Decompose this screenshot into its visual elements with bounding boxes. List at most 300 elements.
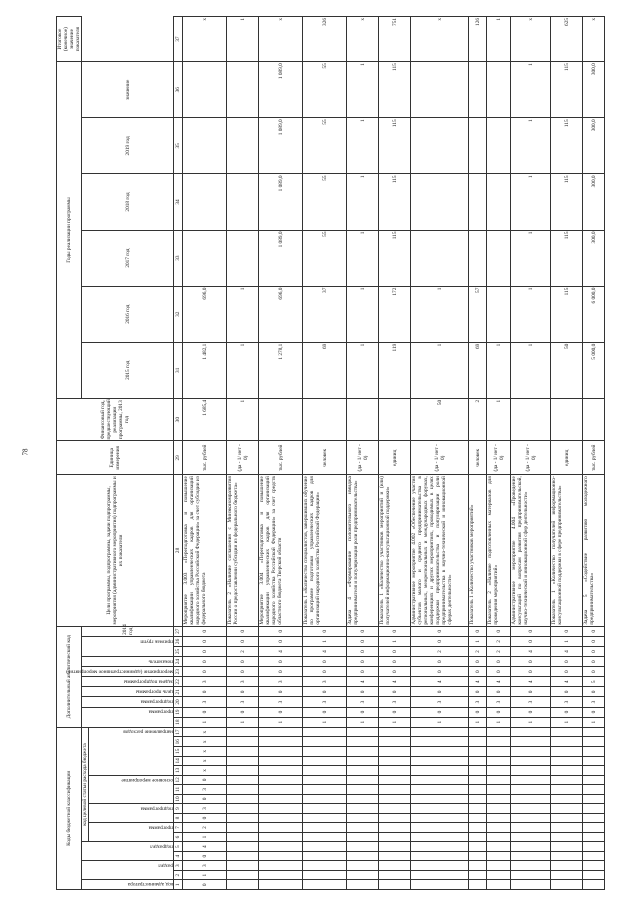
code-cell <box>227 737 259 747</box>
desc-cell: Мероприятие 3.003 «Переподготовка и повышение квалификации управленческих кадров для организаций народного хозяйства Российской Федерации» за счет субсидии из федерального бюджета <box>183 475 227 627</box>
code-cell <box>303 756 347 766</box>
code-cell <box>469 851 487 861</box>
code-cell <box>227 851 259 861</box>
final-value-cell: x <box>183 17 227 62</box>
code-cell <box>469 813 487 823</box>
code-cell: 0 <box>347 636 379 646</box>
value-2019-cell <box>469 62 487 118</box>
code-cell: 0 <box>469 707 487 717</box>
value-2018-cell <box>411 118 469 174</box>
value-2015-cell: 696,0 <box>183 286 227 342</box>
desc-cell: Административное мероприятие 4.004 «Проведение консультаций по вопросам развития предпринимательской, научно-технической и инновационной сфер деятельности» <box>511 475 551 627</box>
code-cell: 0 <box>379 707 411 717</box>
code-cell: 2 <box>487 636 511 646</box>
code-cell <box>487 766 511 776</box>
code-cell: 0 <box>183 626 227 636</box>
column-number: 1 <box>174 880 183 890</box>
code-cell <box>487 842 511 852</box>
document-sheet <box>56 16 618 890</box>
code-cell <box>583 756 605 766</box>
code-cell <box>227 794 259 804</box>
fin-value-cell <box>511 398 551 441</box>
code-cell: 4 <box>511 677 551 687</box>
column-number: 11 <box>174 785 183 795</box>
code-cell <box>227 842 259 852</box>
column-number: 14 <box>174 756 183 766</box>
fin-value-cell: 1 685,4 <box>183 398 227 441</box>
value-2015-cell: 57 <box>469 286 487 342</box>
code-cell <box>511 823 551 833</box>
code-cell <box>551 756 583 766</box>
desc-cell: Показатель 1 «Количество специалистов, завершивших обучение по программе подготовки управленческих кадров для организаций народного хозяйства Российской Федерации» <box>303 475 347 627</box>
fin-value-cell: 1 <box>227 398 259 441</box>
value-2018-cell <box>183 118 227 174</box>
fin-value-cell <box>259 398 303 441</box>
code-cell: x <box>183 756 227 766</box>
value-2014-cell: 1 <box>487 342 511 398</box>
code-cell: 1 <box>259 717 303 727</box>
code-cell: 0 <box>411 707 469 717</box>
final-value-cell: x <box>583 17 605 62</box>
code-cell: 0 <box>347 646 379 656</box>
code-cell: 0 <box>227 687 259 697</box>
code-cell <box>259 785 303 795</box>
header-kbk-col-6: направление расходов <box>89 727 174 775</box>
code-cell: x <box>183 737 227 747</box>
column-number: 28 <box>174 475 183 627</box>
code-cell <box>259 756 303 766</box>
code-cell <box>303 813 347 823</box>
code-cell <box>469 861 487 871</box>
code-cell: 1 <box>183 832 227 842</box>
code-cell: 0 <box>183 657 227 667</box>
value-2016-cell <box>227 230 259 286</box>
column-number: 33 <box>174 230 183 286</box>
code-cell: 1 <box>487 717 511 727</box>
table-row <box>303 17 347 890</box>
code-cell <box>411 813 469 823</box>
desc-cell: Показатель 1 «Количество участников мероприятий» <box>469 475 487 627</box>
code-cell: 0 <box>227 707 259 717</box>
code-cell <box>583 737 605 747</box>
code-cell <box>347 727 379 737</box>
code-cell <box>551 785 583 795</box>
code-cell <box>469 804 487 814</box>
code-cell <box>551 851 583 861</box>
code-cell <box>411 766 469 776</box>
code-cell: 3 <box>469 697 487 707</box>
code-cell: 1 <box>551 636 583 646</box>
code-cell <box>379 832 411 842</box>
code-cell <box>303 775 347 785</box>
code-cell <box>379 880 411 890</box>
code-cell <box>511 785 551 795</box>
code-cell: 0 <box>487 626 511 636</box>
final-value-cell: 1 <box>227 17 259 62</box>
value-2017-cell: 55 <box>303 174 347 230</box>
code-cell: 0 <box>511 657 551 667</box>
code-cell <box>551 842 583 852</box>
code-cell: 0 <box>347 707 379 717</box>
column-number: 13 <box>174 766 183 776</box>
code-cell <box>303 804 347 814</box>
code-cell <box>347 870 379 880</box>
code-cell: 0 <box>487 657 511 667</box>
code-cell <box>411 804 469 814</box>
code-cell: 0 <box>227 657 259 667</box>
desc-cell: Мероприятие 3.004 «Переподготовка и повышение квалификации управленческих кадров для организаций народного хозяйства Российской Федерации» за счет средств областного бюджета Тверской области <box>259 475 303 627</box>
code-cell <box>583 861 605 871</box>
header-2015: 2015 год <box>82 342 174 398</box>
code-cell <box>551 747 583 757</box>
header-kbk-col-3: программа <box>89 823 174 842</box>
code-cell <box>379 823 411 833</box>
code-cell: 3 <box>379 697 411 707</box>
unit-cell: человек <box>469 441 487 475</box>
final-value-cell: 1 <box>487 17 511 62</box>
code-cell <box>511 756 551 766</box>
code-cell <box>227 880 259 890</box>
fin-value-cell <box>303 398 347 441</box>
code-cell: 0 <box>411 636 469 646</box>
code-cell: 0 <box>487 687 511 697</box>
code-cell <box>303 747 347 757</box>
value-2016-cell: 55 <box>303 230 347 286</box>
value-2018-cell <box>469 118 487 174</box>
unit-cell: (да - 1/ нет - 0) <box>227 441 259 475</box>
code-cell: 3 <box>259 677 303 687</box>
code-cell: 0 <box>183 813 227 823</box>
code-cell <box>259 842 303 852</box>
table-row <box>583 17 605 890</box>
column-number: 17 <box>174 727 183 737</box>
code-cell: 3 <box>487 697 511 707</box>
code-cell <box>487 880 511 890</box>
table-row <box>487 17 511 890</box>
code-cell <box>411 832 469 842</box>
code-cell <box>347 832 379 842</box>
code-cell <box>379 794 411 804</box>
code-cell <box>347 861 379 871</box>
unit-cell: тыс. рублей <box>259 441 303 475</box>
page-number: 78 <box>21 448 30 456</box>
code-cell <box>411 737 469 747</box>
table-row <box>259 17 303 890</box>
code-cell <box>227 766 259 776</box>
code-cell <box>583 851 605 861</box>
code-cell: 2 <box>411 646 469 656</box>
code-cell: 1 <box>303 717 347 727</box>
code-cell <box>583 880 605 890</box>
fin-value-cell <box>379 398 411 441</box>
code-cell <box>411 756 469 766</box>
code-cell <box>347 804 379 814</box>
code-cell: 0 <box>259 626 303 636</box>
fin-value-cell <box>347 398 379 441</box>
header-dop: Дополнительный аналитический код <box>57 626 82 727</box>
value-2015-cell: 1 <box>511 286 551 342</box>
desc-cell: Административное мероприятие 4.002 «Обеспечение участия субъектов малого и среднего предпринимательства в региональных, межрегиональных и международных форумах, конференциях и других мероприятиях, проводимых в целях поддержки предпринимательства и популяризации роли предпринимательства в научно-технической и инновационной сферах деятельности» <box>411 475 469 627</box>
code-cell <box>551 766 583 776</box>
code-cell <box>411 785 469 795</box>
value-2019-cell: 115 <box>551 62 583 118</box>
table-row <box>551 17 583 890</box>
code-cell <box>511 851 551 861</box>
code-cell: 1 <box>303 636 347 646</box>
code-cell <box>469 737 487 747</box>
code-cell <box>583 842 605 852</box>
code-cell <box>303 832 347 842</box>
value-2016-cell: 115 <box>379 230 411 286</box>
code-cell <box>411 775 469 785</box>
code-cell <box>347 842 379 852</box>
code-cell: 0 <box>259 636 303 646</box>
code-cell: 0 <box>183 851 227 861</box>
code-cell: 0 <box>227 626 259 636</box>
column-number: 22 <box>174 677 183 687</box>
code-cell <box>487 727 511 737</box>
code-cell <box>511 880 551 890</box>
code-cell <box>487 785 511 795</box>
code-cell <box>511 870 551 880</box>
code-cell: 0 <box>583 646 605 656</box>
code-cell: 3 <box>227 677 259 687</box>
code-cell <box>259 794 303 804</box>
code-cell <box>551 804 583 814</box>
code-cell <box>487 851 511 861</box>
code-cell: 3 <box>583 697 605 707</box>
value-2019-cell: 1 089,0 <box>259 62 303 118</box>
code-cell <box>227 823 259 833</box>
code-cell <box>551 727 583 737</box>
code-cell: 3 <box>303 677 347 687</box>
code-cell <box>511 842 551 852</box>
value-2017-cell: 1 <box>511 174 551 230</box>
code-cell <box>259 737 303 747</box>
code-cell: 2 <box>469 646 487 656</box>
code-cell <box>227 747 259 757</box>
code-cell: 5 <box>583 677 605 687</box>
code-cell <box>469 775 487 785</box>
table-row <box>411 17 469 890</box>
code-cell: 0 <box>227 667 259 677</box>
code-cell: 3 <box>183 861 227 871</box>
code-cell <box>347 823 379 833</box>
code-cell: 0 <box>469 657 487 667</box>
code-cell <box>259 832 303 842</box>
code-cell <box>227 727 259 737</box>
column-number: 19 <box>174 707 183 717</box>
value-2014-cell: 1 <box>411 342 469 398</box>
value-2018-cell: 115 <box>379 118 411 174</box>
header-kvr-group: код целевой статьи расхода бюджета <box>82 727 89 842</box>
code-cell <box>259 880 303 890</box>
code-cell <box>227 861 259 871</box>
unit-cell: тыс. рублей <box>183 441 227 475</box>
code-cell: 0 <box>183 667 227 677</box>
header-unit: Единица измерения <box>57 441 174 475</box>
code-cell <box>347 813 379 823</box>
value-2019-cell <box>411 62 469 118</box>
value-2014-cell: 1 482,1 <box>183 342 227 398</box>
code-cell <box>379 804 411 814</box>
column-number-row <box>174 17 183 890</box>
value-2016-cell <box>469 230 487 286</box>
code-cell <box>379 785 411 795</box>
code-cell <box>487 737 511 747</box>
unit-cell: (да - 1/ нет - 0) <box>511 441 551 475</box>
value-2017-cell: 300,0 <box>583 174 605 230</box>
code-cell <box>487 861 511 871</box>
value-2019-cell: 115 <box>379 62 411 118</box>
code-cell: 0 <box>583 707 605 717</box>
value-2018-cell: 1 089,0 <box>259 118 303 174</box>
value-2017-cell <box>183 174 227 230</box>
code-cell: 3 <box>183 804 227 814</box>
value-2015-cell: 6 000,0 <box>583 286 605 342</box>
code-cell <box>303 766 347 776</box>
code-cell <box>487 813 511 823</box>
code-cell <box>583 832 605 842</box>
code-cell: 0 <box>551 667 583 677</box>
column-number: 23 <box>174 667 183 677</box>
code-cell <box>583 823 605 833</box>
desc-cell: Задача 4 «Формирование положительного имиджа предпринимателя и популяризация роли предпринимательства» <box>347 475 379 627</box>
column-number: 32 <box>174 286 183 342</box>
code-cell <box>469 794 487 804</box>
code-cell: 1 <box>183 717 227 727</box>
code-cell: 0 <box>347 667 379 677</box>
code-cell: 3 <box>183 677 227 687</box>
code-cell <box>379 870 411 880</box>
code-cell: 0 <box>583 626 605 636</box>
code-cell <box>259 775 303 785</box>
value-2018-cell <box>227 118 259 174</box>
column-number: 8 <box>174 813 183 823</box>
value-2014-cell: 1 <box>227 342 259 398</box>
value-2015-cell: 1 <box>227 286 259 342</box>
table-row <box>347 17 379 890</box>
code-cell <box>347 794 379 804</box>
value-2017-cell <box>469 174 487 230</box>
code-cell: 4 <box>183 842 227 852</box>
code-cell: 0 <box>487 707 511 717</box>
code-cell <box>379 851 411 861</box>
code-cell <box>583 794 605 804</box>
code-cell: 0 <box>551 707 583 717</box>
header-kbk-col-5: основное мероприятие <box>89 775 174 804</box>
code-cell <box>469 756 487 766</box>
code-cell: 4 <box>551 677 583 687</box>
code-cell <box>303 870 347 880</box>
code-cell <box>411 747 469 757</box>
code-cell <box>347 766 379 776</box>
value-2015-cell: 1 <box>411 286 469 342</box>
code-cell <box>379 813 411 823</box>
code-cell: 3 <box>183 697 227 707</box>
code-cell: 1 <box>227 717 259 727</box>
value-2017-cell <box>227 174 259 230</box>
code-cell <box>411 794 469 804</box>
code-cell <box>511 737 551 747</box>
code-cell <box>259 861 303 871</box>
header-dop-col-0: программа <box>82 707 174 727</box>
code-cell <box>583 785 605 795</box>
code-cell <box>259 727 303 737</box>
code-cell <box>551 813 583 823</box>
header-2017: 2017 год <box>82 230 174 286</box>
fin-value-cell <box>583 398 605 441</box>
column-number: 36 <box>174 62 183 118</box>
code-cell: 0 <box>347 626 379 636</box>
code-cell <box>347 880 379 890</box>
code-cell <box>227 804 259 814</box>
code-cell <box>303 861 347 871</box>
rotated-table-wrapper <box>56 16 618 890</box>
code-cell: 0 <box>551 657 583 667</box>
value-2014-cell: 1 <box>511 342 551 398</box>
value-2014-cell: 5 000,0 <box>583 342 605 398</box>
code-cell <box>511 794 551 804</box>
code-cell <box>411 851 469 861</box>
code-cell <box>303 785 347 795</box>
code-cell <box>303 737 347 747</box>
code-cell <box>487 804 511 814</box>
code-cell <box>511 747 551 757</box>
code-cell: 4 <box>379 677 411 687</box>
value-2016-cell: 1 089,0 <box>259 230 303 286</box>
value-2017-cell <box>487 174 511 230</box>
header-goals: Цели программы, подпрограммы, задачи подпрограммы, мероприятия (административного мероприятия) подпрограммы и их показатели <box>57 475 174 627</box>
final-value-cell: x <box>347 17 379 62</box>
value-2019-cell: 1 <box>347 62 379 118</box>
header-kbk-col-4: подпрограмма <box>89 804 174 823</box>
code-cell <box>259 813 303 823</box>
value-2016-cell <box>183 230 227 286</box>
code-cell: 0 <box>511 626 551 636</box>
code-cell <box>259 823 303 833</box>
value-2015-cell <box>487 286 511 342</box>
value-2014-cell: 69 <box>469 342 487 398</box>
value-2019-cell: 300,0 <box>583 62 605 118</box>
value-2015-cell: 172 <box>379 286 411 342</box>
value-2015-cell: 37 <box>303 286 347 342</box>
code-cell: 1 <box>583 717 605 727</box>
code-cell <box>379 766 411 776</box>
code-cell <box>259 851 303 861</box>
code-cell: 4 <box>511 646 551 656</box>
code-cell: 1 <box>379 636 411 646</box>
header-2018: 2018 год <box>82 174 174 230</box>
code-cell: 0 <box>487 667 511 677</box>
header-dop-col-6: признак групп <box>82 636 174 656</box>
code-cell: 0 <box>583 636 605 646</box>
code-cell <box>511 766 551 776</box>
final-value-cell: 751 <box>379 17 411 62</box>
code-cell: 0 <box>347 657 379 667</box>
code-cell: 1 <box>469 636 487 646</box>
code-cell <box>487 870 511 880</box>
code-cell: x <box>183 747 227 757</box>
code-cell: 0 <box>469 626 487 636</box>
fin-value-cell: 1 <box>487 398 511 441</box>
column-number: 4 <box>174 851 183 861</box>
code-cell: 0 <box>411 667 469 677</box>
code-cell: 0 <box>183 794 227 804</box>
code-cell <box>583 766 605 776</box>
value-2016-cell: 300,0 <box>583 230 605 286</box>
code-cell: 1 <box>379 717 411 727</box>
